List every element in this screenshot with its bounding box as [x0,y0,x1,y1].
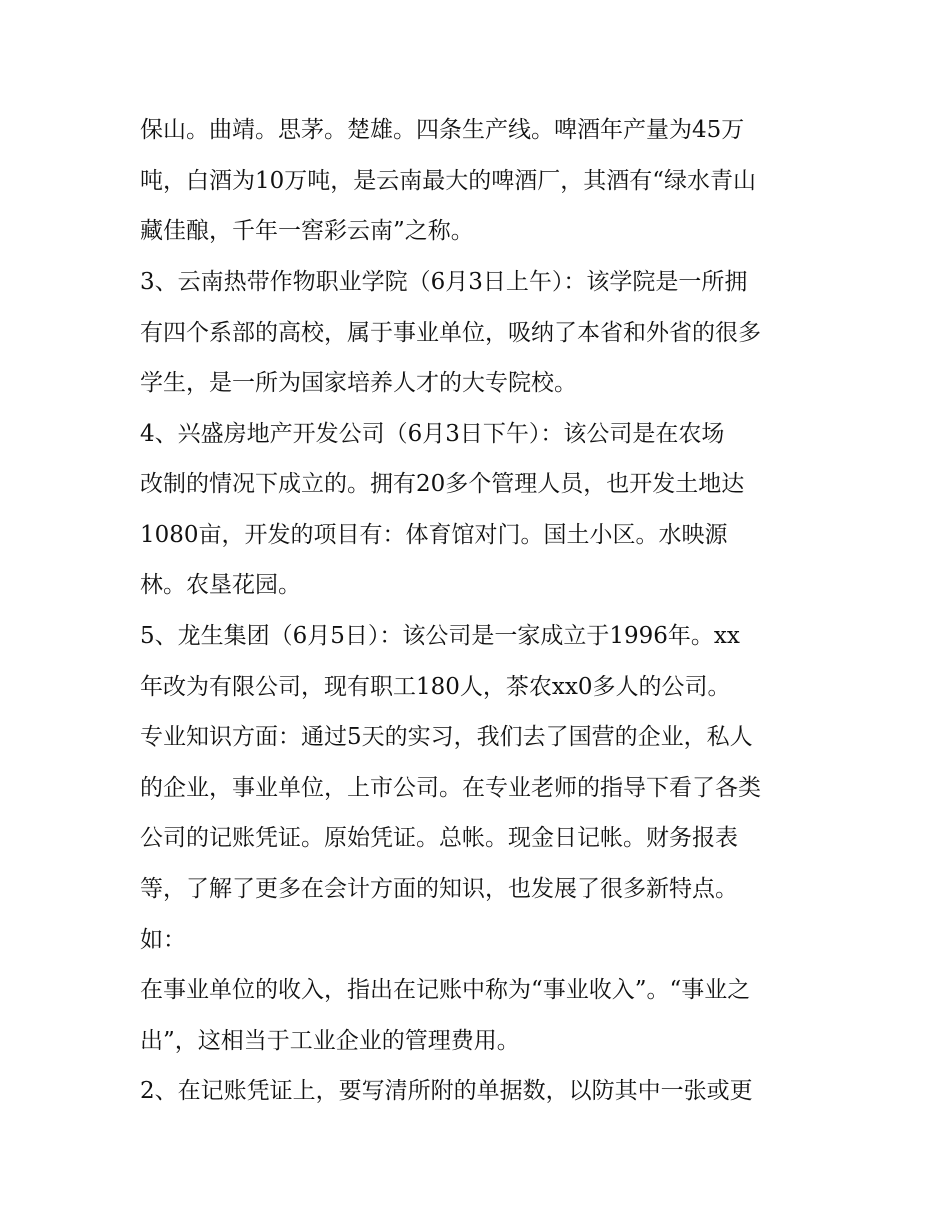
text-line: 公司的记账凭证。原始凭证。总帐。现金日记帐。财务报表 [140,825,738,851]
text-line: 学生，是一所为国家培养人才的大专院校。 [140,370,577,396]
text-line: 2、在记账凭证上，要写清所附的单据数，以防其中一张或更 [140,1078,753,1104]
text-line: 吨，白酒为10万吨，是云南最大的啤酒厂，其酒有“绿水青山 [140,168,757,194]
text-line: 出”，这相当于工业企业的管理费用。 [140,1028,520,1054]
text-line: 有四个系部的高校，属于事业单位，吸纳了本省和外省的很多 [140,320,761,346]
text-line: 等，了解了更多在会计方面的知识，也发展了很多新特点。 [140,876,738,902]
text-line: 3、云南热带作物职业学院（6月3日上午）：该学院是一所拥 [140,269,748,295]
text-line: 如： [140,927,186,953]
text-line: 林。农垦花园。 [140,572,301,598]
text-line: 专业知识方面：通过5天的实习，我们去了国营的企业，私人 [140,724,753,750]
text-line: 5、龙生集团（6月5日）：该公司是一家成立于1996年。xx [140,623,740,649]
text-line: 年改为有限公司，现有职工180人，茶农xx0多人的公司。 [140,674,731,700]
text-line: 4、兴盛房地产开发公司（6月3日下午）：该公司是在农场 [140,421,725,447]
text-line: 在事业单位的收入，指出在记账中称为“事业收入”。“事业之 [140,977,751,1003]
text-line: 保山。曲靖。思茅。楚雄。四条生产线。啤酒年产量为45万 [140,117,745,143]
text-line: 的企业，事业单位，上市公司。在专业老师的指导下看了各类 [140,775,761,801]
text-line: 1080亩，开发的项目有：体育馆对门。国土小区。水映源 [140,522,728,548]
text-line: 改制的情况下成立的。拥有20多个管理人员，也开发土地达 [140,471,745,497]
text-line: 藏佳酿，千年一窖彩云南”之称。 [140,218,474,244]
